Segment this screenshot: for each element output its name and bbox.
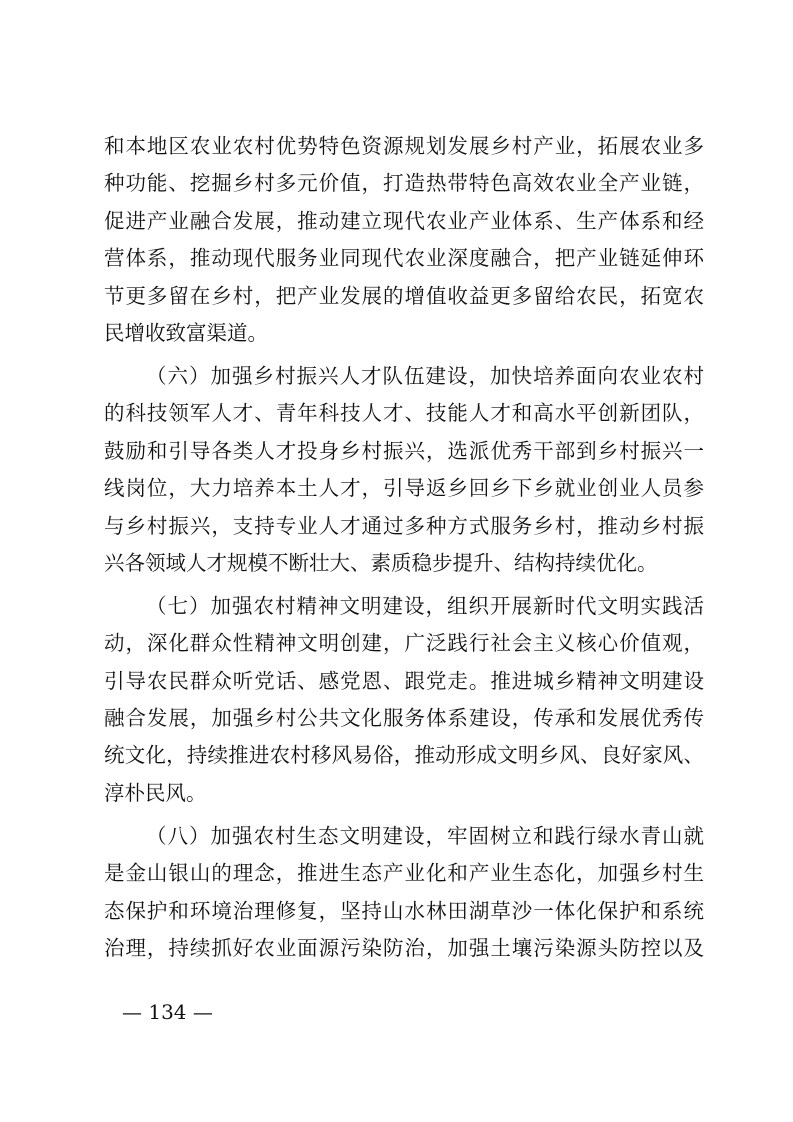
text-line: 线岗位，大力培养本土人才，引导返乡回乡下乡就业创业人员参 <box>104 476 704 501</box>
text-line: 节更多留在乡村，把产业发展的增值收益更多留给农民，拓宽农 <box>104 283 704 308</box>
text-line: （七）加强农村精神文明建设，组织开展新时代文明实践活 <box>146 593 704 618</box>
text-line: 淳朴民风。 <box>104 780 207 805</box>
page-number: — 134 — <box>122 1000 213 1024</box>
text-line: 引导农民群众听党话、感党恩、跟党走。推进城乡精神文明建设 <box>104 668 704 693</box>
body-text <box>104 128 704 967</box>
text-line: 鼓励和引导各类人才投身乡村振兴，选派优秀干部到乡村振兴一 <box>104 438 704 463</box>
text-line: 融合发展，加强乡村公共文化服务体系建设，传承和发展优秀传 <box>104 706 704 731</box>
text-line: 动，深化群众性精神文明创建，广泛践行社会主义核心价值观， <box>104 631 704 656</box>
text-line: 是金山银山的理念，推进生态产业化和产业生态化，加强乡村生 <box>104 861 704 886</box>
text-line: 民增收致富渠道。 <box>104 320 268 345</box>
text-line: 和本地区农业农村优势特色资源规划发展乡村产业，拓展农业多 <box>104 134 704 158</box>
text-line: 促进产业融合发展，推动建立现代农业产业体系、生产体系和经 <box>104 208 704 233</box>
text-line: 的科技领军人才、青年科技人才、技能人才和高水平创新团队， <box>104 401 704 426</box>
paragraph-6-talent <box>104 358 704 582</box>
text-line: 兴各领域人才规模不断壮大、素质稳步提升、结构持续优化。 <box>104 550 658 575</box>
paragraph-1 <box>104 128 704 352</box>
text-line: 态保护和环境治理修复，坚持山水林田湖草沙一体化保护和系统 <box>104 898 704 923</box>
text-line: 与乡村振兴，支持专业人才通过多种方式服务乡村，推动乡村振 <box>104 513 704 538</box>
text-line: 治理，持续抓好农业面源污染防治，加强土壤污染源头防控以及 <box>104 935 704 960</box>
text-line: （八）加强农村生态文明建设，牢固树立和践行绿水青山就 <box>146 823 704 848</box>
paragraph-7-civilization <box>104 588 704 812</box>
text-line: 营体系，推动现代服务业同现代农业深度融合，把产业链延伸环 <box>104 246 704 271</box>
paragraph-8-ecology <box>104 818 704 968</box>
text-line: （六）加强乡村振兴人才队伍建设，加快培养面向农业农村 <box>146 363 704 388</box>
text-line: 种功能、挖掘乡村多元价值，打造热带特色高效农业全产业链， <box>104 171 704 196</box>
text-line: 统文化，持续推进农村移风易俗，推动形成文明乡风、良好家风、 <box>104 743 704 768</box>
